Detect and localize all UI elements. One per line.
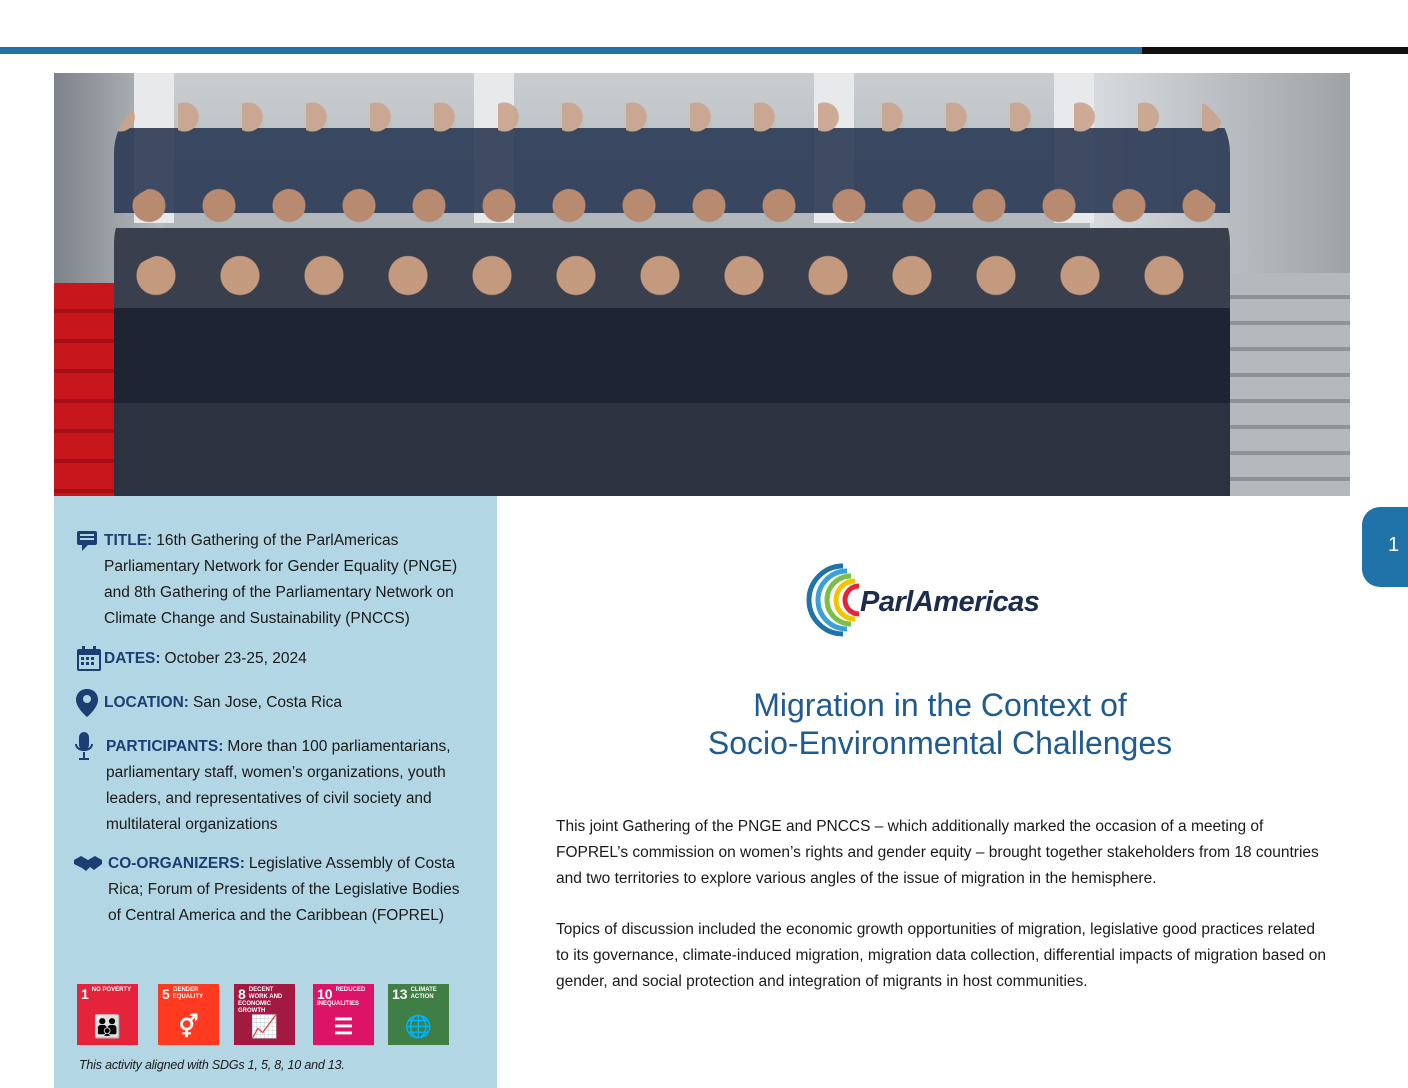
page-number-tab (1362, 507, 1408, 587)
paragraph-2: Topics of discussion included the economic growth opportunities of migration, legislative good practices related to its governance, climate-induced migration, migration data collection, differential impacts of migration based on gender, and social protection and integration of migrants in host communities. (556, 921, 1326, 990)
location-row (76, 690, 476, 716)
page-number: 1 (1388, 534, 1400, 556)
coorganizers-text: Legislative Assembly of Costa Rica; Forum of Presidents of the Legislative Bodies of Central America and the Caribbean (FOPREL) (108, 855, 460, 924)
microphone-icon (74, 734, 106, 760)
sdg-10-tile: 10 REDUCED INEQUALITIES ☰ (313, 984, 374, 1045)
headline-line-1: Migration in the Context of (753, 687, 1127, 723)
chat-icon (76, 528, 104, 554)
title-row (76, 528, 476, 632)
headline-line-2: Socio-Environmental Challenges (707, 725, 1173, 761)
location-text: San Jose, Costa Rica (192, 694, 342, 711)
participants-row (74, 734, 479, 838)
map-pin-icon (76, 690, 104, 716)
participants-label: PARTICIPANTS: (106, 738, 224, 755)
group-photo (54, 73, 1350, 496)
growth-chart-icon: 📈 (250, 1014, 279, 1039)
equality-icon: ☰ (333, 1014, 354, 1039)
eye-globe-icon: 🌐 (404, 1014, 433, 1039)
parlamericas-logo (803, 560, 1083, 640)
headline (620, 686, 1260, 762)
coorganizers-label: CO-ORGANIZERS: (108, 855, 245, 872)
title-label: TITLE: (104, 532, 153, 549)
calendar-icon (76, 646, 104, 672)
logo-wordmark: ParlAmericas (860, 586, 1040, 618)
location-label: LOCATION: (104, 694, 189, 711)
dates-label: DATES: (104, 650, 161, 667)
title-text: 16th Gathering of the ParlAmericas Parliamentary Network for Gender Equality (PNGE) and 8th Gathering of the Parliamentary Network on Climate Change and Sustainability (PNCCS) (104, 532, 458, 627)
dates-text: October 23-25, 2024 (164, 650, 307, 667)
sdg-note: This activity aligned with SDGs 1, 5, 8, 10 and 13. (79, 1058, 345, 1072)
dates-row (76, 646, 476, 672)
participants-text: More than 100 parliamentarians, parliamentary staff, women’s organizations, youth leaders, and representatives of civil society and multilateral organizations (106, 738, 451, 833)
event-info-panel (54, 496, 497, 1088)
top-rule-black (1142, 47, 1408, 54)
family-icon: 👪 (93, 1014, 122, 1039)
sdg-5-tile: 5 GENDER EQUALITY ⚥ (158, 984, 219, 1045)
gender-icon: ⚥ (178, 1014, 199, 1039)
top-rule-blue (0, 47, 1142, 54)
coorganizers-row (74, 851, 474, 929)
paragraph-1: This joint Gathering of the PNGE and PNCCS – which additionally marked the occasion of a meeting of FOPREL’s commission on women’s rights and gender equity – brought together stakeholders from 18 countries and two territories to explore various angles of the issue of migration in the hemisphere. (556, 818, 1319, 887)
handshake-icon (74, 851, 108, 877)
sdg-8-tile: 8 DECENT WORK AND ECONOMIC GROWTH 📈 (234, 984, 295, 1045)
sdg-13-tile: 13 CLIMATE ACTION 🌐 (388, 984, 449, 1045)
sdg-1-tile: 1 NO POVERTY 👪 (77, 984, 138, 1045)
